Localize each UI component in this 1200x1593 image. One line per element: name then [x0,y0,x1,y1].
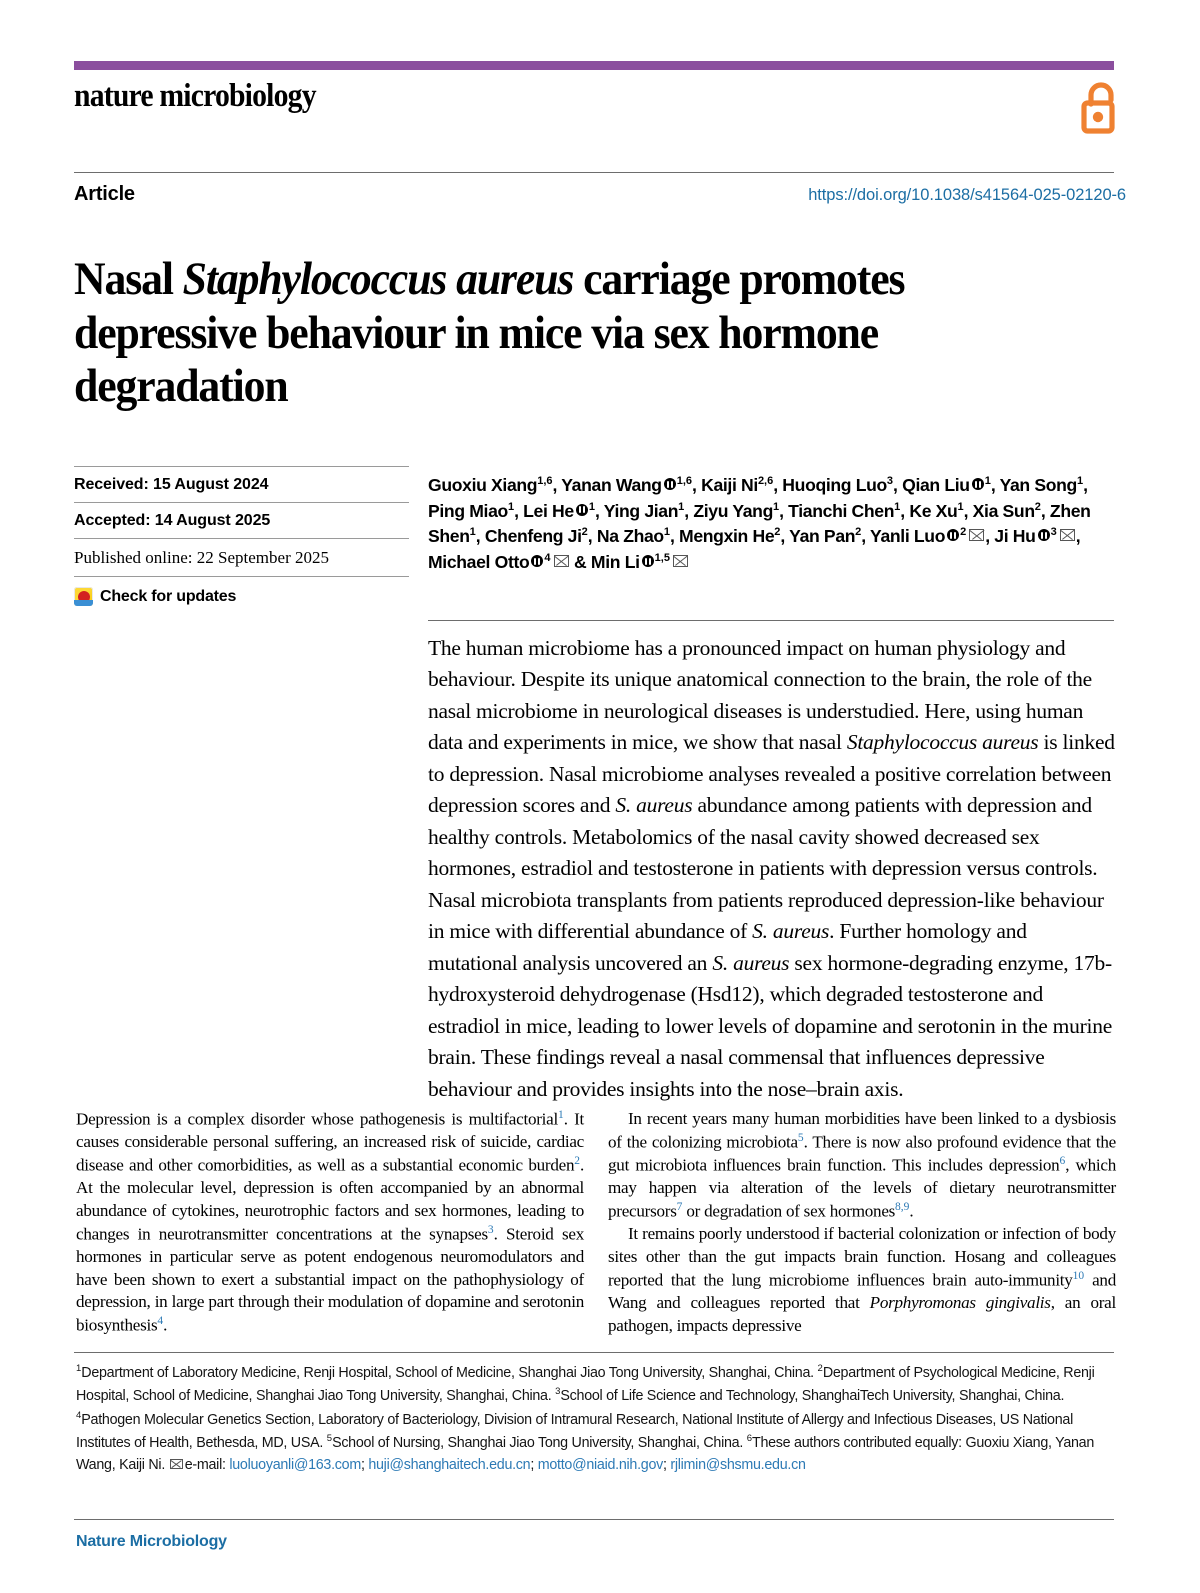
check-for-updates-button[interactable] [74,576,409,606]
author-list: Guoxiu Xiang$^{1,6}$, Yanan Wang $^{1,6}$, Kaiji Ni$^{2,6}$, Huoqing Luo$^3$, Qian Liu $^1$, Yan Song$^1$, Ping Miao$^1$, Lei He $^1$, Ying Jian$^1$, Ziyu Yang$^1$, Tianchi Chen$^1$, Ke Xu$^1$, Xia Sun$^2$, Zhen Shen$^1$, Chenfeng Ji$^2$, Na Zhao$^1$, Mengxin He$^2$, Yan Pan$^2$, Yanli Luo $^2$ , Ji Hu $^3$ , Michael Otto $^4$ & Min Li $^{1,5}$ [428,475,1091,573]
affiliations-and-contact: $^1$Department of Laboratory Medicine, Renji Hospital, School of Medicine, Shanghai Jiao Tong University, Shanghai, China. $^2$Department of Psychological Medicine, Renji Hospital, School of Medicine, Shanghai Jiao Tong University, Shanghai, China. $^3$School of Life Science and Technology, ShanghaiTech University, Shanghai, China. $^4$Pathogen Molecular Genetics Section, Laboratory of Bacteriology, Division of Intramural Research, National Institute of Allergy and Infectious Diseases, US National Institutes of Health, Bethesda, MD, USA. $^5$School of Nursing, Shanghai Jiao Tong University, Shanghai, China. $^6$These authors contributed equally: Guoxiu Xiang, Yanan Wang, Kaiji Ni. e-mail: luoluoyanli@163.com; huji@shanghaitech.edu.cn; motto@niaid.nih.gov; rjlimin@shsmu.edu.cn [76,1363,1095,1474]
header-divider [74,172,1114,173]
accepted-date: Accepted: 14 August 2025 [74,502,409,538]
published-date: Published online: 22 September 2025 [74,538,409,576]
received-date: Received: 15 August 2024 [74,466,409,502]
body-column-right: In recent years many human morbidities have been linked to a dysbiosis of the colonizing microbiota$^5$. There is now also profound evidence that the gut microbiota influences brain function. This includes depression$^6$, which may happen via alteration of the levels of dietary neurotransmitter precursors$^7$ or degradation of sex hormones$^{8,9}$. It remains poorly understood if bacterial colonization or infection of body sites other than the gut impacts brain function. Hosang and colleagues reported that the lung microbiome influences brain auto-immunity$^{10}$ and Wang and colleagues reported that Porphyromonas gingivalis, an oral pathogen, impacts depressive [608,1109,1117,1335]
journal-logo: nature microbiology [74,78,316,114]
footer-journal-label: Nature Microbiology [76,1533,227,1550]
abstract-divider [428,620,1114,621]
crossmark-badge-icon [74,587,93,606]
journal-accent-bar [74,61,1114,70]
publication-metadata [74,466,409,606]
footer-divider [74,1519,1114,1520]
abstract-text: The human microbiome has a pronounced impact on human physiology and behaviour. Despite its unique anatomical connection to the brain, the role of the nasal microbiome in neurological diseases is understudied. Here, using human data and experiments in mice, we show that nasal Staphylococcus aureus is linked to depression. Nasal microbiome analyses revealed a positive correlation between depression scores and S. aureus abundance among patients with depression and healthy controls. Metabolomics of the nasal cavity showed decreased sex hormones, estradiol and testosterone in patients with depression versus controls. Nasal microbiota transplants from patients reproduced depression-like behaviour in mice with differential abundance of S. aureus. Further homology and mutational analysis uncovered an S. aureus sex hormone-degrading enzyme, 17b-hydroxysteroid dehydrogenase (Hsd12), which degraded testosterone and estradiol in mice, leading to lower levels of dopamine and serotonin in the murine brain. These findings reveal a nasal commensal that influences depressive behaviour and provides insights into the nose–brain axis. [428,636,1115,1101]
article-type-label: Article [74,183,135,205]
check-for-updates-label: Check for updates [100,587,237,605]
body-column-left: Depression is a complex disorder whose pathogenesis is multifactorial$^1$. It causes considerable personal suffering, an increased risk of suicide, cardiac disease and other comorbidities, as well as a substantial economic burden$^2$. At the molecular level, depression is often accompanied by an abnormal abundance of cytokines, neurotrophic factors and sex hormones, leading to changes in neurotransmitter concentrations at the synapses$^3$. Steroid sex hormones in particular serve as potent endogenous neuromodulators and have been shown to exert a substantial impact on the pathophysiology of depression, in large part through their modulation of dopamine and serotonin biosynthesis$^4$. [76,1109,585,1335]
page-title: Nasal Staphylococcus aureus carriage promotes depressive behaviour in mice via sex hormone degradation [74,253,905,412]
affiliations-divider [74,1352,1114,1353]
open-access-lock-icon [1078,82,1124,136]
doi-link[interactable]: https://doi.org/10.1038/s41564-025-02120-6 [808,186,1126,204]
